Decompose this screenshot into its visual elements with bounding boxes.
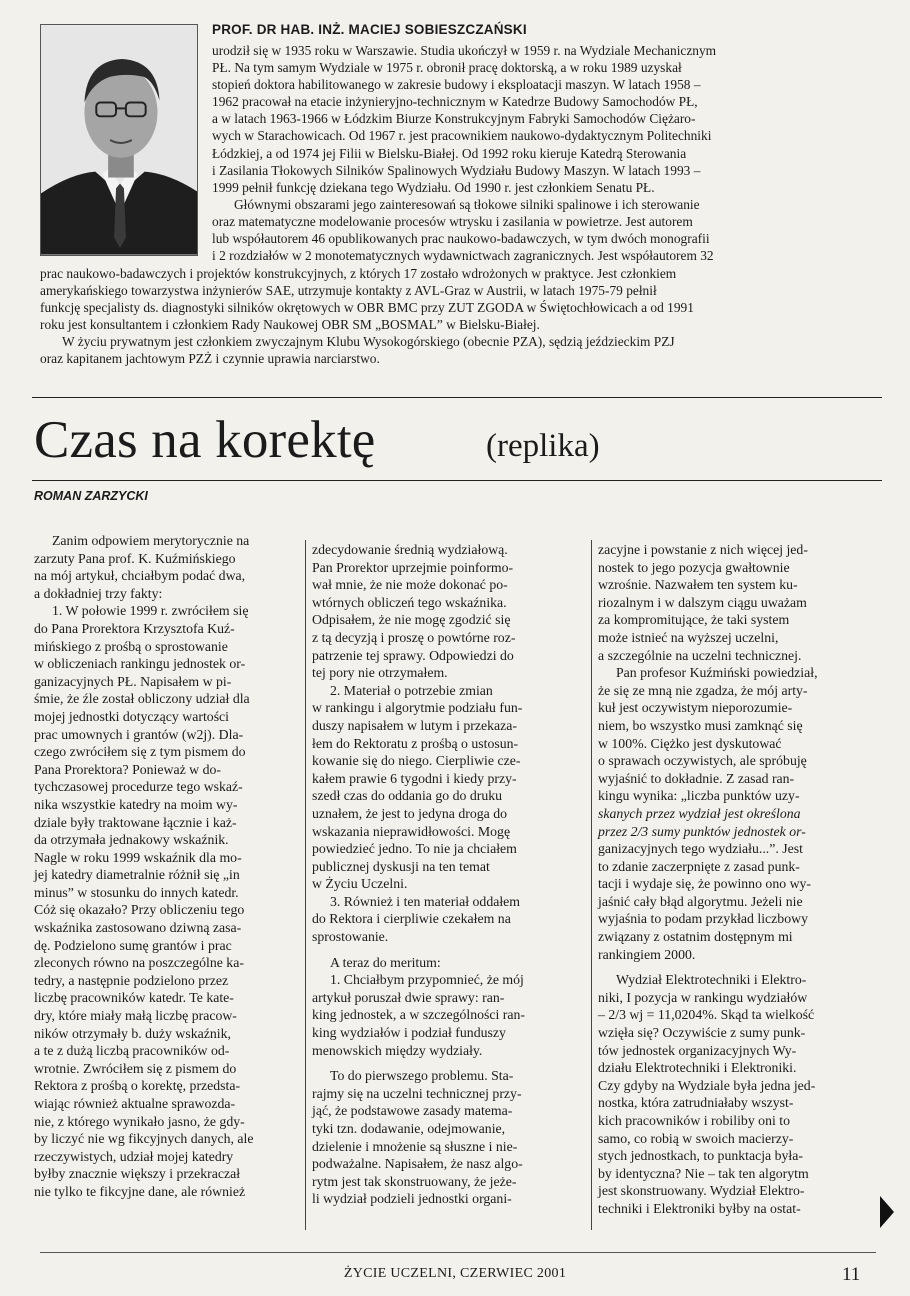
text-line: wtórnych obliczeń tego wskaźnika. bbox=[312, 594, 507, 610]
text-line: z tą decyzją i proszę o powtórne roz- bbox=[312, 629, 516, 645]
text-line: za kompromitujące, że taki system bbox=[598, 612, 790, 628]
text-line: rytm jest tak skonstruowany, że jeże- bbox=[312, 1173, 517, 1189]
bio-line: W życiu prywatnym jest członkiem zwyczajnym Klubu Wysokogórskiego (obecnie PZA), sędzią jeździeckim PZJ bbox=[62, 334, 675, 350]
text-line: Odpisałem, że nie mogę zgodzić się bbox=[312, 612, 511, 628]
text-line: zdecydowanie średnią wydziałową. bbox=[312, 542, 508, 557]
bio-line: Łódzkiej, a od 1974 jej Filii w Bielsku-Białej. Od 1992 roku kieruje Katedrą Sterowania bbox=[212, 145, 687, 161]
text-line: rzeczywistych, udział mojej katedry bbox=[34, 1148, 234, 1164]
text-line: kałem prawie 6 tygodni i kiedy przy- bbox=[312, 770, 517, 786]
article-subtitle: (replika) bbox=[486, 428, 600, 464]
text-line: wskaźnika zastosowano dziwną zasa- bbox=[34, 920, 242, 936]
text-line: to zdanie zaczerpnięte z zasad punk- bbox=[598, 858, 800, 874]
bio-line: lub współautorem 46 opublikowanych prac naukowo-badawczych, w tym dwóch monografii bbox=[212, 231, 710, 247]
text-line: 3. Również i ten materiał oddałem bbox=[330, 893, 521, 909]
text-line: duszy napisałem w lutym i przekaza- bbox=[312, 717, 517, 733]
text-line: by identyczna? Nie – tak ten algorytm bbox=[598, 1165, 809, 1181]
text-line: 1. W połowie 1999 r. zwróciłem się bbox=[52, 603, 249, 619]
bio-line: amerykańskiego towarzystwa inżynierów SAE, utrzymuje kontakty z AVL-Graz w Austrii, w latach 1975-79 pełnił bbox=[40, 283, 657, 299]
footer-publication: ŻYCIE UCZELNI, CZERWIEC 2001 bbox=[343, 1266, 567, 1281]
text-line: wiając również aktualne sprawozda- bbox=[34, 1096, 236, 1111]
text-line: a te z dużą liczbą pracowników od- bbox=[34, 1043, 230, 1059]
text-line: uznałem, że jest to jedyna droga do bbox=[312, 805, 508, 821]
section-divider bbox=[32, 397, 882, 398]
text-line: dzielenie i mnożenie są słuszne i nie- bbox=[312, 1138, 518, 1154]
text-line: skanych przez wydział jest określona bbox=[598, 805, 801, 821]
text-line: wzrośnie. Nazwałem ten system ku- bbox=[598, 577, 798, 593]
text-line: artykuł poruszał dwie sprawy: ran- bbox=[312, 989, 505, 1005]
text-line: łem do Rektoratu z prośbą o ustosun- bbox=[312, 735, 519, 751]
text-line: może istnieć na wyższej uczelni, bbox=[598, 629, 779, 645]
text-line: A teraz do meritum: bbox=[330, 954, 441, 970]
footer-divider bbox=[40, 1252, 876, 1253]
bio-line: i Zasilania Tłokowych Silników Spalinowych Wydziału Budowy Maszyn. W latach 1993 – bbox=[212, 162, 701, 178]
article-author: ROMAN ZARZYCKI bbox=[34, 489, 148, 503]
text-line: samo, co robią w swoich macierzy- bbox=[598, 1130, 794, 1146]
bio-line: oraz kapitanem jachtowym PZŻ i czynnie uprawia narciarstwo. bbox=[40, 351, 380, 367]
text-line: niki, I pozycja w rankingu wydziałów bbox=[598, 989, 808, 1005]
text-line: nika wszystkie katedry na moim wy- bbox=[34, 796, 238, 812]
text-line: do Pana Prorektora Krzysztofa Kuź- bbox=[34, 620, 235, 636]
text-line: patrzenie tej sprawy. Odpowiedzi do bbox=[312, 647, 514, 663]
text-line: riozalnym i w dalszym ciągu uważam bbox=[598, 594, 807, 610]
text-line: przez 2/3 sumy punktów jednostek or- bbox=[598, 823, 806, 839]
text-line: jąć, że podstawowe zasady matema- bbox=[312, 1103, 513, 1119]
text-line: Czy gdyby na Wydziale była jedna jed- bbox=[598, 1077, 816, 1093]
bio-line: i 2 rozdziałów w 2 monotematycznych wydawnictwach zagranicznych. Jest współautorem 32 bbox=[212, 248, 714, 264]
bio-line: funkcję specjalisty ds. diagnostyki silników okrętowych w OBR BMC przy ZUT ZGODA w Świętochłowicach a od 1991 bbox=[40, 300, 694, 316]
bio-line: stopień doktora habilitowanego w zakresie budowy i eksploatacji maszyn. W latach 1958 – bbox=[212, 77, 701, 93]
text-line: stych jednostkach, to punktacja była- bbox=[598, 1148, 803, 1164]
text-line: Pan Prorektor uprzejmie poinformo- bbox=[312, 559, 514, 575]
text-line: minus” w stosunku do innych katedr. bbox=[34, 884, 239, 900]
article-column-2 bbox=[312, 541, 582, 1208]
text-line: śmie, że źle został obliczony udział dla bbox=[34, 691, 250, 707]
text-line: li wydział podzieli jednostki organi- bbox=[312, 1191, 512, 1207]
text-line: rankingiem 2000. bbox=[598, 946, 696, 962]
text-line: – 2/3 wj = 11,0204%. Skąd ta wielkość bbox=[598, 1007, 815, 1023]
text-line: wyjaśnić to dokładnie. Z zasad ran- bbox=[598, 770, 795, 786]
bio-line: wych w Starachowicach. Od 1967 r. jest pracownikiem naukowo-dydaktycznym Politechniki bbox=[212, 128, 712, 144]
text-line: byłby znacznie większy i przekraczał bbox=[34, 1166, 241, 1182]
text-line: Rektora z prośbą o korektę, przedsta- bbox=[34, 1078, 241, 1094]
text-line: tedry, a następnie podzielono przez bbox=[34, 972, 229, 988]
text-line: powiedzieć jedno. To nie ja chciałem bbox=[312, 841, 517, 857]
text-line: nostek to jego pozycja gwałtownie bbox=[598, 559, 790, 575]
bio-line: Głównymi obszarami jego zainteresowań są tłokowe silniki spalinowe i ich sterowanie bbox=[234, 196, 700, 212]
text-line: wskazania nieprawidłowości. Mogę bbox=[312, 823, 511, 839]
text-line: kingu wynika: „liczba punktów uzy- bbox=[598, 788, 800, 804]
text-line: nie tylko te fikcyjne dane, ale również bbox=[34, 1183, 246, 1199]
text-line: związany z ostatnim dostępnym mi bbox=[598, 929, 793, 945]
text-line: Wydział Elektrotechniki i Elektro- bbox=[616, 972, 807, 988]
text-line: na mój artykuł, chciałbym podać dwa, bbox=[34, 568, 246, 584]
text-line: ganizacyjnych PŁ. Napisałem w pi- bbox=[34, 673, 232, 689]
text-line: a szczególnie na uczelni technicznej. bbox=[598, 647, 802, 663]
text-line: by liczyć nie wg fikcyjnych danych, ale bbox=[34, 1131, 254, 1147]
text-line: jej katedry diametralnie różnił się „in bbox=[34, 867, 240, 883]
bio-line: PŁ. Na tym samym Wydziale w 1975 r. obronił pracę doktorską, a w roku 1989 uzyskał bbox=[212, 60, 682, 76]
text-line: prac umownych i grantów (w2j). Dla- bbox=[34, 726, 244, 742]
text-line: do Rektora i cierpliwie czekałem na bbox=[312, 911, 511, 927]
text-line: w obliczeniach rankingu jednostek or- bbox=[34, 656, 246, 672]
text-line: jest skonstruowany. Wydział Elektro- bbox=[598, 1183, 805, 1199]
text-line: king wydziałów i podział funduszy bbox=[312, 1025, 506, 1041]
title-divider bbox=[32, 480, 882, 481]
text-line: wrotnie. Zwróciłem się z pismem do bbox=[34, 1060, 237, 1076]
text-line: Nagle w roku 1999 wskaźnik dla mo- bbox=[34, 849, 242, 865]
text-line: 1. Chciałbym przypomnieć, że mój bbox=[330, 972, 524, 988]
bio-line: 1999 pełnił funkcję dziekana tego Wydziału. Od 1990 r. jest członkiem Senatu PŁ. bbox=[212, 179, 655, 195]
text-line: szedł czas do oddania go do druku bbox=[312, 788, 503, 804]
text-line: tej pory nie otrzymałem. bbox=[312, 665, 448, 681]
text-line: w rankingu i algorytmie podziału fun- bbox=[312, 700, 523, 716]
text-line: king jednostek, a w szczególności ran- bbox=[312, 1007, 526, 1023]
text-line: liczbę pracowników katedr. Te kate- bbox=[34, 990, 234, 1006]
text-line: w Życiu Uczelni. bbox=[312, 876, 408, 892]
text-line: wyjaśnia to podam przykład liczbowy bbox=[598, 911, 808, 927]
article-column-1 bbox=[34, 532, 300, 1201]
text-line: da otrzymała jednakowy wskaźnik. bbox=[34, 832, 229, 848]
bio-text bbox=[212, 42, 878, 264]
text-line: zleconych równo na poszczególne ka- bbox=[34, 955, 244, 971]
bio-line: urodził się w 1935 roku w Warszawie. Studia ukończył w 1959 r. na Wydziale Mechanicznym bbox=[212, 43, 717, 58]
bio-line: oraz matematyczne modelowanie procesów wtrysku i zasilania w powietrze. Jest autorem bbox=[212, 213, 693, 229]
continue-arrow-icon bbox=[880, 1196, 894, 1228]
text-line: tów jednostek organizacyjnych Wy- bbox=[598, 1042, 797, 1058]
column-divider bbox=[591, 540, 592, 1230]
text-line: dziale były traktowane łącznie i każ- bbox=[34, 814, 237, 830]
text-line: rajmy się na uczelni technicznej przy- bbox=[312, 1085, 522, 1101]
text-line: publicznej dyskusji na ten temat bbox=[312, 858, 490, 874]
bio-line: 1962 pracował na etacie inżynieryjno-technicznym w Katedrze Budowy Samochodów PŁ, bbox=[212, 94, 698, 110]
text-line: wzięła się? Oczywiście z sumy punk- bbox=[598, 1025, 806, 1041]
text-line: Pana Prorektora? Ponieważ w do- bbox=[34, 761, 221, 777]
bio-line: roku jest konsultantem i członkiem Rady Naukowej OBR SM „BOSMAL” w Bielsku-Białej. bbox=[40, 317, 540, 333]
text-line: tacji i wydaje się, że powinno ono wy- bbox=[598, 876, 812, 892]
author-photo bbox=[40, 24, 198, 256]
text-line: kowanie się do niego. Cierpliwie cze- bbox=[312, 753, 521, 769]
text-line: 2. Materiał o potrzebie zmian bbox=[330, 682, 493, 698]
text-line: Cóż się okazało? Przy obliczeniu tego bbox=[34, 902, 245, 918]
text-line: a dokładniej trzy fakty: bbox=[34, 585, 163, 601]
text-line: wał mnie, że nie może dokonać po- bbox=[312, 577, 508, 593]
text-line: niem, bo wszystko musi zamknąć się bbox=[598, 717, 803, 733]
bio-name: PROF. DR HAB. INŻ. MACIEJ SOBIESZCZAŃSKI bbox=[212, 22, 527, 37]
text-line: że się ze mną nie zgadza, że mój arty- bbox=[598, 682, 808, 698]
bio-line: a w latach 1963-1966 w Łódzkim Biurze Konstrukcyjnym Fabryki Samochodów Ciężaro- bbox=[212, 111, 696, 127]
text-line: zacyjne i powstanie z nich więcej jed- bbox=[598, 542, 808, 557]
text-line: jaśnić cały błąd algorytmu. Jeżeli nie bbox=[598, 893, 803, 909]
text-line: nostka, która zatrudniałaby wszyst- bbox=[598, 1095, 794, 1111]
text-line: działu Elektrotechniki i Elektroniki. bbox=[598, 1060, 797, 1076]
text-line: podważalne. Napisałem, że nasz algo- bbox=[312, 1156, 523, 1172]
text-line: nie, z którego wynikało jasno, że gdy- bbox=[34, 1113, 245, 1129]
article-column-3 bbox=[598, 541, 870, 1218]
text-line: tychczasowej procedurze tego wskaź- bbox=[34, 779, 243, 795]
text-line: Pan profesor Kuźmiński powiedział, bbox=[616, 665, 818, 681]
text-line: czego zwróciłem się z tym pismem do bbox=[34, 744, 246, 760]
text-line: menowskich między wydziały. bbox=[312, 1042, 483, 1058]
text-line: kuł jest oczywistym nieporozumie- bbox=[598, 700, 793, 716]
text-line: Zanim odpowiem merytorycznie na bbox=[52, 533, 250, 548]
text-line: dę. Podzielono sumę grantów i prac bbox=[34, 937, 232, 953]
text-line: kich pracowników i robiliby oni to bbox=[598, 1113, 790, 1128]
bio-line: prac naukowo-badawczych i projektów konstrukcyjnych, z których 17 zostało wdrożonych w praktyce. Jest członkiem bbox=[40, 266, 677, 281]
text-line: mińskiego z prośbą o sprostowanie bbox=[34, 638, 228, 654]
text-line: zarzuty Pana prof. K. Kuźmińskiego bbox=[34, 550, 236, 566]
page-number: 11 bbox=[842, 1264, 861, 1285]
article-title: Czas na korektę bbox=[34, 411, 376, 469]
text-line: mojej jednostki dotyczący wartości bbox=[34, 708, 230, 724]
text-line: o sprawach oczywistych, ale spróbuję bbox=[598, 753, 807, 769]
text-line: ników otrzymały b. duży wskaźnik, bbox=[34, 1025, 231, 1041]
text-line: dry, które miały małą liczbę pracow- bbox=[34, 1008, 237, 1024]
portrait-image bbox=[41, 25, 197, 255]
text-line: To do pierwszego problemu. Sta- bbox=[330, 1068, 514, 1084]
bio-text-wide bbox=[40, 265, 880, 368]
text-line: ganizacyjnych tego wydziału...”. Jest bbox=[598, 841, 803, 857]
text-line: w 100%. Ciężko jest dyskutować bbox=[598, 735, 782, 751]
text-line: techniki i Elektroniki byłby na ostat- bbox=[598, 1200, 801, 1216]
text-line: tyki tzn. dodawanie, odejmowanie, bbox=[312, 1121, 506, 1136]
text-line: sprostowanie. bbox=[312, 929, 389, 945]
column-divider bbox=[305, 540, 306, 1230]
